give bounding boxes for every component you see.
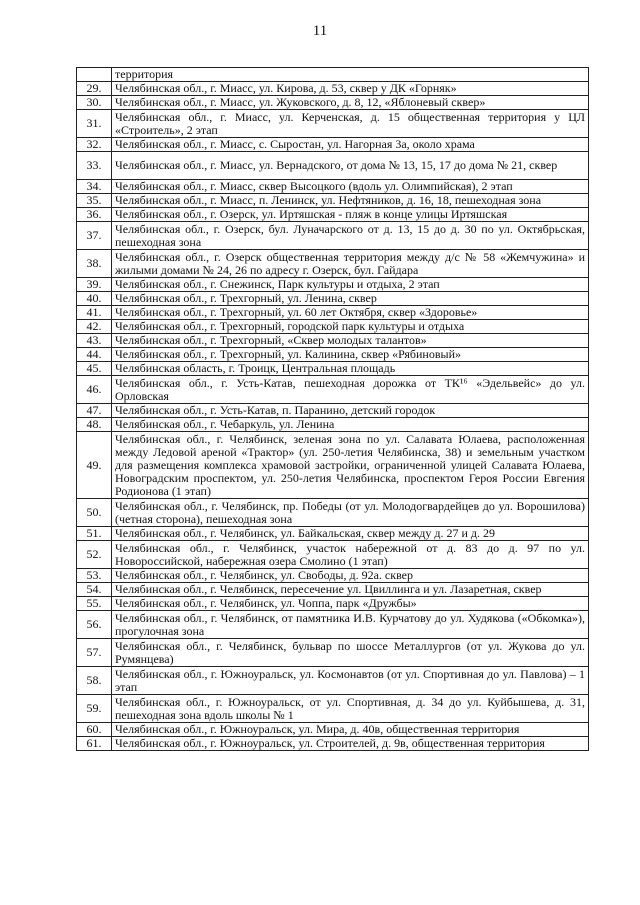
table-row bbox=[77, 152, 589, 180]
row-number: 35. bbox=[77, 194, 112, 208]
table-row bbox=[77, 527, 589, 541]
row-address: Челябинская обл., г. Озерск, бул. Луначарского от д. 13, 15 до д. 30 по ул. Октябрьская, пешеходная зона bbox=[112, 222, 589, 250]
row-number: 48. bbox=[77, 418, 112, 432]
row-number: 51. bbox=[77, 527, 112, 541]
row-address: Челябинская обл., г. Усть-Катав, п. Паранино, детский городок bbox=[112, 404, 589, 418]
table-row bbox=[77, 695, 589, 723]
table-row bbox=[77, 376, 589, 404]
row-address: Челябинская обл., г. Усть-Катав, пешеходная дорожка от ТК¹⁶ «Эдельвейс» до ул. Орловская bbox=[112, 376, 589, 404]
row-number: 53. bbox=[77, 569, 112, 583]
table-row bbox=[77, 667, 589, 695]
row-address: Челябинская обл., г. Миасс, ул. Кирова, д. 53, сквер у ДК «Горняк» bbox=[112, 82, 589, 96]
row-number: 46. bbox=[77, 376, 112, 404]
row-number: 41. bbox=[77, 306, 112, 320]
row-address: Челябинская обл., г. Южноуральск, ул. Космонавтов (от ул. Спортивная до ул. Павлова) – 1 этап bbox=[112, 667, 589, 695]
table-row bbox=[77, 292, 589, 306]
row-address: Челябинская обл., г. Южноуральск, ул. Строителей, д. 9в, общественная территория bbox=[112, 737, 589, 751]
row-number: 40. bbox=[77, 292, 112, 306]
row-address: Челябинская обл., г. Чебаркуль, ул. Ленина bbox=[112, 418, 589, 432]
table-row bbox=[77, 250, 589, 278]
page-number: 11 bbox=[312, 23, 328, 39]
row-number: 38. bbox=[77, 250, 112, 278]
row-number: 42. bbox=[77, 320, 112, 334]
table-row bbox=[77, 737, 589, 751]
table-row bbox=[77, 611, 589, 639]
row-number: 44. bbox=[77, 348, 112, 362]
table-row bbox=[77, 222, 589, 250]
row-number: 50. bbox=[77, 499, 112, 527]
row-number: 30. bbox=[77, 96, 112, 110]
row-address: Челябинская обл., г. Челябинск, зеленая зона по ул. Салавата Юлаева, расположенная между Ледовой ареной «Трактор» (ул. 250-летия Челябинска, 38) и земельным участком для размещения комплекса храмовой застройки, ограниченной улицей Салавата Юлаева, Новоградским проспектом, ул. 250-летия Челябинска, проспектом Героя России Евгения Родионова (1 этап) bbox=[112, 432, 589, 499]
row-address: Челябинская обл., г. Челябинск, пр. Победы (от ул. Молодогвардейцев до ул. Ворошилова) (четная сторона), пешеходная зона bbox=[112, 499, 589, 527]
row-number: 32. bbox=[77, 138, 112, 152]
table-row bbox=[77, 96, 589, 110]
territory-table bbox=[76, 67, 589, 751]
row-number: 29. bbox=[77, 82, 112, 96]
row-number: 43. bbox=[77, 334, 112, 348]
table-row bbox=[77, 334, 589, 348]
row-address: Челябинская обл., г. Миасс, п. Ленинск, ул. Нефтяников, д. 16, 18, пешеходная зона bbox=[112, 194, 589, 208]
table-row bbox=[77, 597, 589, 611]
row-number: 33. bbox=[77, 152, 112, 180]
row-address: Челябинская обл., г. Миасс, ул. Вернадского, от дома № 13, 15, 17 до дома № 21, сквер bbox=[112, 152, 589, 180]
table-row bbox=[77, 404, 589, 418]
row-address: Челябинская обл., г. Трехгорный, ул. Калинина, сквер «Рябиновый» bbox=[112, 348, 589, 362]
row-address: Челябинская обл., г. Трехгорный, городской парк культуры и отдыха bbox=[112, 320, 589, 334]
row-address: Челябинская область, г. Троицк, Центральная площадь bbox=[112, 362, 589, 376]
row-address: Челябинская обл., г. Трехгорный, ул. Ленина, сквер bbox=[112, 292, 589, 306]
table-row bbox=[77, 138, 589, 152]
table-row bbox=[77, 723, 589, 737]
row-address: Челябинская обл., г. Миасс, с. Сыростан, ул. Нагорная 3а, около храма bbox=[112, 138, 589, 152]
table-row bbox=[77, 68, 589, 82]
row-number: 54. bbox=[77, 583, 112, 597]
row-number: 55. bbox=[77, 597, 112, 611]
table-body bbox=[77, 68, 589, 751]
row-address: территория bbox=[112, 68, 589, 82]
row-address: Челябинская обл., г. Снежинск, Парк культуры и отдыха, 2 этап bbox=[112, 278, 589, 292]
table-row bbox=[77, 110, 589, 138]
table-row bbox=[77, 306, 589, 320]
table-row bbox=[77, 583, 589, 597]
row-address: Челябинская обл., г. Миасс, ул. Жуковского, д. 8, 12, «Яблоневый сквер» bbox=[112, 96, 589, 110]
row-address: Челябинская обл., г. Челябинск, ул. Байкальская, сквер между д. 27 и д. 29 bbox=[112, 527, 589, 541]
row-address: Челябинская обл., г. Южноуральск, ул. Мира, д. 40в, общественная территория bbox=[112, 723, 589, 737]
table-row bbox=[77, 278, 589, 292]
table-row bbox=[77, 180, 589, 194]
row-number: 39. bbox=[77, 278, 112, 292]
table-row bbox=[77, 348, 589, 362]
table-row bbox=[77, 82, 589, 96]
row-number: 57. bbox=[77, 639, 112, 667]
row-address: Челябинская обл., г. Трехгорный, ул. 60 лет Октября, сквер «Здоровье» bbox=[112, 306, 589, 320]
row-address: Челябинская обл., г. Челябинск, бульвар по шоссе Металлургов (от ул. Жукова до ул. Румянцева) bbox=[112, 639, 589, 667]
table-row bbox=[77, 569, 589, 583]
table-row bbox=[77, 639, 589, 667]
row-number: 61. bbox=[77, 737, 112, 751]
table-row bbox=[77, 541, 589, 569]
row-number: 31. bbox=[77, 110, 112, 138]
row-number: 49. bbox=[77, 432, 112, 499]
row-number: 34. bbox=[77, 180, 112, 194]
row-address: Челябинская обл., г. Челябинск, ул. Свободы, д. 92а. сквер bbox=[112, 569, 589, 583]
row-number: 59. bbox=[77, 695, 112, 723]
row-address: Челябинская обл., г. Озерск общественная территория между д/с № 58 «Жемчужина» и жилыми домами № 24, 26 по адресу г. Озерск, бул. Гайдара bbox=[112, 250, 589, 278]
row-address: Челябинская обл., г. Миасс, сквер Высоцкого (вдоль ул. Олимпийская), 2 этап bbox=[112, 180, 589, 194]
row-address: Челябинская обл., г. Трехгорный, «Сквер молодых талантов» bbox=[112, 334, 589, 348]
row-address: Челябинская обл., г. Челябинск, пересечение ул. Цвиллинга и ул. Лазаретная, сквер bbox=[112, 583, 589, 597]
row-number bbox=[77, 68, 112, 82]
row-address: Челябинская обл., г. Челябинск, от памятника И.В. Курчатову до ул. Худякова («Обкомка»), прогулочная зона bbox=[112, 611, 589, 639]
row-number: 36. bbox=[77, 208, 112, 222]
table-row bbox=[77, 194, 589, 208]
table-row bbox=[77, 208, 589, 222]
table-row bbox=[77, 432, 589, 499]
row-number: 37. bbox=[77, 222, 112, 250]
row-number: 52. bbox=[77, 541, 112, 569]
row-number: 45. bbox=[77, 362, 112, 376]
table-row bbox=[77, 362, 589, 376]
row-address: Челябинская обл., г. Миасс, ул. Керченская, д. 15 общественная территория у ЦЛ «Строитель», 2 этап bbox=[112, 110, 589, 138]
row-address: Челябинская обл., г. Челябинск, участок набережной от д. 83 до д. 97 по ул. Новороссийской, набережная озера Смолино (1 этап) bbox=[112, 541, 589, 569]
table-row bbox=[77, 320, 589, 334]
row-address: Челябинская обл., г. Озерск, ул. Иртяшская - пляж в конце улицы Иртяшская bbox=[112, 208, 589, 222]
table-row bbox=[77, 499, 589, 527]
row-number: 47. bbox=[77, 404, 112, 418]
row-number: 56. bbox=[77, 611, 112, 639]
row-address: Челябинская обл., г. Челябинск, ул. Чоппа, парк «Дружбы» bbox=[112, 597, 589, 611]
row-address: Челябинская обл., г. Южноуральск, от ул. Спортивная, д. 34 до ул. Куйбышева, д. 31, пешеходная зона вдоль школы № 1 bbox=[112, 695, 589, 723]
row-number: 60. bbox=[77, 723, 112, 737]
row-number: 58. bbox=[77, 667, 112, 695]
table-row bbox=[77, 418, 589, 432]
